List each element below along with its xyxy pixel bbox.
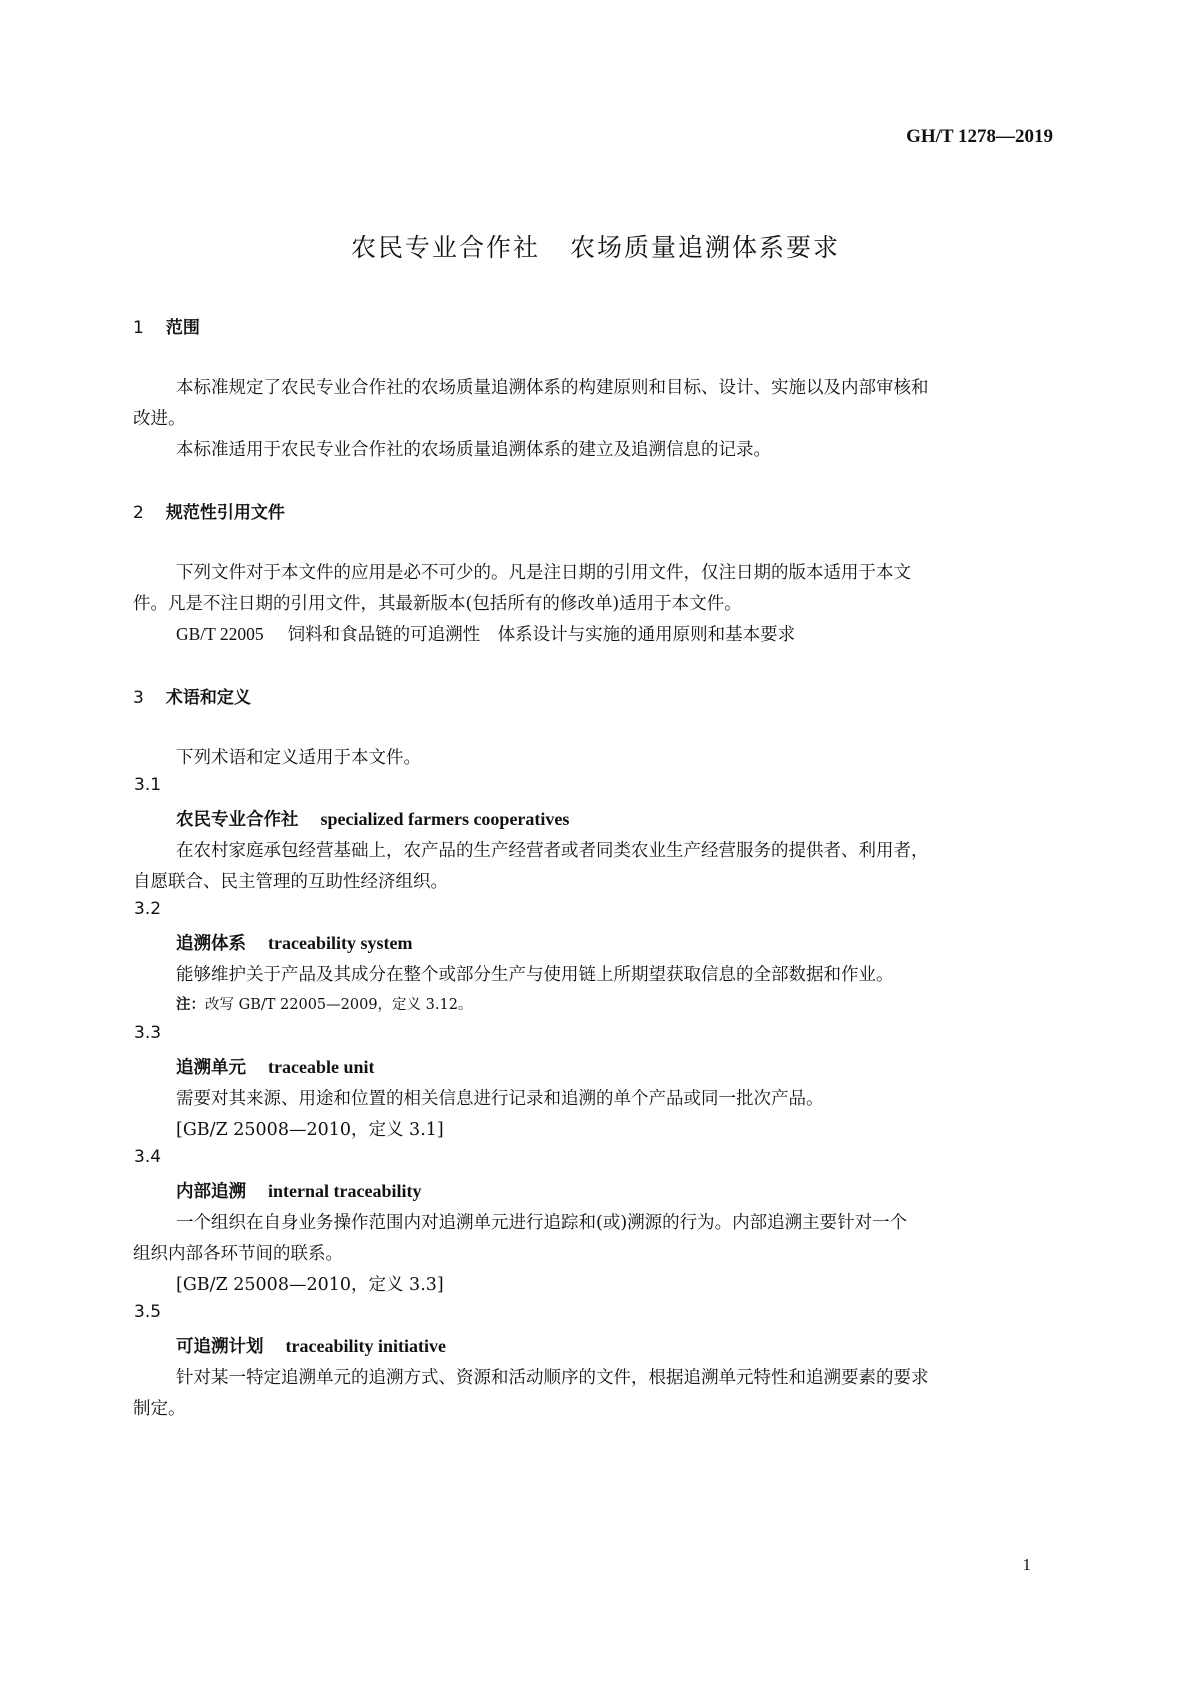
term-note bbox=[176, 993, 472, 1014]
note-text: 改写 GB/T 22005—2009，定义 3.12。 bbox=[205, 997, 473, 1013]
term-zh: 内部追溯 bbox=[176, 1182, 246, 1202]
section-3-heading bbox=[133, 683, 251, 708]
term-heading bbox=[176, 930, 412, 955]
note-label: 注： bbox=[176, 997, 205, 1013]
term-heading bbox=[176, 1333, 446, 1358]
term-zh: 追溯体系 bbox=[176, 934, 246, 954]
paragraph-line: 本标准适用于农民专业合作社的农场质量追溯体系的建立及追溯信息的记录。 bbox=[176, 440, 771, 460]
term-number: 3.5 bbox=[134, 1302, 162, 1322]
paragraph-line: 件。凡是不注日期的引用文件，其最新版本(包括所有的修改单)适用于本文件。 bbox=[133, 594, 742, 614]
term-number: 3.2 bbox=[134, 899, 162, 919]
definition-line: 能够维护关于产品及其成分在整个或部分生产与使用链上所期望获取信息的全部数据和作业。 bbox=[176, 965, 894, 985]
definition-line: 在农村家庭承包经营基础上，农产品的生产经营者或者同类农业生产经营服务的提供者、利用者， bbox=[176, 841, 929, 861]
normative-reference bbox=[176, 621, 795, 646]
term-zh: 可追溯计划 bbox=[176, 1337, 264, 1357]
section-2-heading bbox=[133, 498, 285, 523]
definition-line: 组织内部各环节间的联系。 bbox=[133, 1244, 343, 1264]
term-en: internal traceability bbox=[268, 1181, 422, 1201]
term-source: [GB/Z 25008—2010，定义 3.3] bbox=[176, 1275, 444, 1295]
section-number: 2 bbox=[133, 503, 144, 523]
term-en: specialized farmers cooperatives bbox=[320, 809, 570, 829]
term-en: traceability system bbox=[268, 933, 413, 953]
term-number: 3.3 bbox=[134, 1023, 162, 1043]
definition-line: 需要对其来源、用途和位置的相关信息进行记录和追溯的单个产品或同一批次产品。 bbox=[176, 1089, 824, 1109]
page-title bbox=[0, 228, 1191, 264]
term-zh: 农民专业合作社 bbox=[176, 810, 299, 830]
section-1-heading bbox=[133, 313, 200, 338]
definition-line: 一个组织在自身业务操作范围内对追溯单元进行追踪和(或)溯源的行为。内部追溯主要针对一个 bbox=[176, 1213, 908, 1233]
term-zh: 追溯单元 bbox=[176, 1058, 246, 1078]
section-title: 规范性引用文件 bbox=[165, 503, 285, 523]
definition-line: 自愿联合、民主管理的互助性经济组织。 bbox=[133, 872, 448, 892]
section-title: 术语和定义 bbox=[165, 688, 251, 708]
section-number: 1 bbox=[133, 318, 144, 338]
paragraph-line: 本标准规定了农民专业合作社的农场质量追溯体系的构建原则和目标、设计、实施以及内部审核和 bbox=[176, 378, 929, 398]
term-number: 3.1 bbox=[134, 775, 162, 795]
term-heading bbox=[176, 1178, 421, 1203]
reference-code: GB/T 22005 bbox=[176, 624, 264, 644]
term-en: traceability initiative bbox=[285, 1336, 446, 1356]
title-part2: 农场质量追溯体系要求 bbox=[570, 233, 841, 262]
standard-code: GH/T 1278—2019 bbox=[906, 126, 1053, 147]
term-en: traceable unit bbox=[268, 1057, 375, 1077]
definition-line: 制定。 bbox=[133, 1399, 186, 1419]
section-title: 范围 bbox=[165, 318, 200, 338]
reference-title: 饲料和食品链的可追溯性 体系设计与实施的通用原则和基本要求 bbox=[287, 625, 796, 645]
title-part1: 农民专业合作社 bbox=[350, 233, 540, 262]
page-number: 1 bbox=[1022, 1555, 1031, 1574]
term-source: [GB/Z 25008—2010，定义 3.1] bbox=[176, 1120, 444, 1140]
definition-line: 针对某一特定追溯单元的追溯方式、资源和活动顺序的文件，根据追溯单元特性和追溯要素的要求 bbox=[176, 1368, 929, 1388]
section-number: 3 bbox=[133, 688, 144, 708]
term-heading bbox=[176, 806, 569, 831]
paragraph-line: 下列文件对于本文件的应用是必不可少的。凡是注日期的引用文件，仅注日期的版本适用于本文 bbox=[176, 563, 911, 583]
term-number: 3.4 bbox=[134, 1147, 162, 1167]
paragraph-line: 下列术语和定义适用于本文件。 bbox=[176, 748, 421, 768]
paragraph-line: 改进。 bbox=[133, 409, 186, 429]
term-heading bbox=[176, 1054, 374, 1079]
